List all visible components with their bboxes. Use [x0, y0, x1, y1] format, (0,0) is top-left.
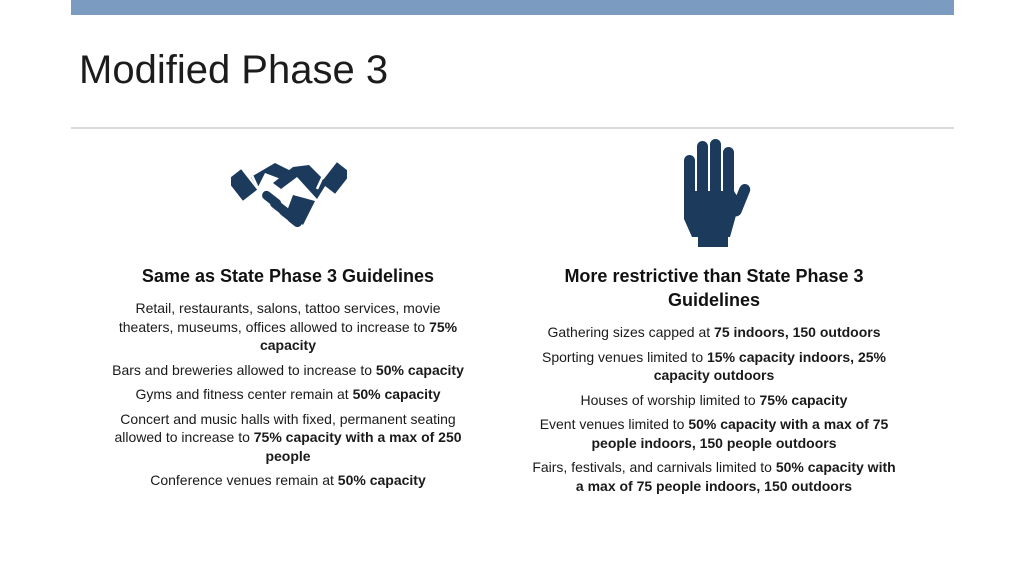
column-heading: Same as State Phase 3 Guidelines: [141, 266, 435, 286]
list-item: Sporting venues limited to 15% capacity indoors, 25% capacity outdoors: [542, 348, 886, 383]
list-item: Gyms and fitness center remain at 50% capacity: [135, 386, 441, 402]
list-item: Event venues limited to 50% capacity with a max of 75 people indoors, 150 people outdoors: [539, 416, 889, 451]
restrictive-guidelines-column: [531, 264, 897, 501]
title-divider: [71, 127, 954, 129]
column-heading: More restrictive than State Phase 3 Guidelines: [564, 266, 864, 310]
list-item: Fairs, festivals, and carnivals limited to 50% capacity with a max of 75 people indoors, 150 outdoors: [532, 459, 896, 494]
list-item: Gathering sizes capped at 75 indoors, 150 outdoors: [547, 324, 881, 340]
same-guidelines-column: [108, 264, 468, 496]
list-item: Houses of worship limited to 75% capacity: [580, 391, 848, 408]
top-accent-bar: [71, 0, 954, 15]
raised-hand-icon: [674, 139, 754, 249]
list-item: Concert and music halls with fixed, permanent seating allowed to increase to 75% capacity with a max of 250 people: [114, 410, 462, 464]
list-item: Bars and breweries allowed to increase to 50% capacity: [112, 361, 464, 378]
slide-title: Modified Phase 3: [79, 48, 389, 92]
handshake-icon: [231, 155, 347, 235]
list-item: Conference venues remain at 50% capacity: [150, 472, 426, 488]
list-item: Retail, restaurants, salons, tattoo services, movie theaters, museums, offices allowed to increase to 75% capacity: [118, 300, 458, 353]
